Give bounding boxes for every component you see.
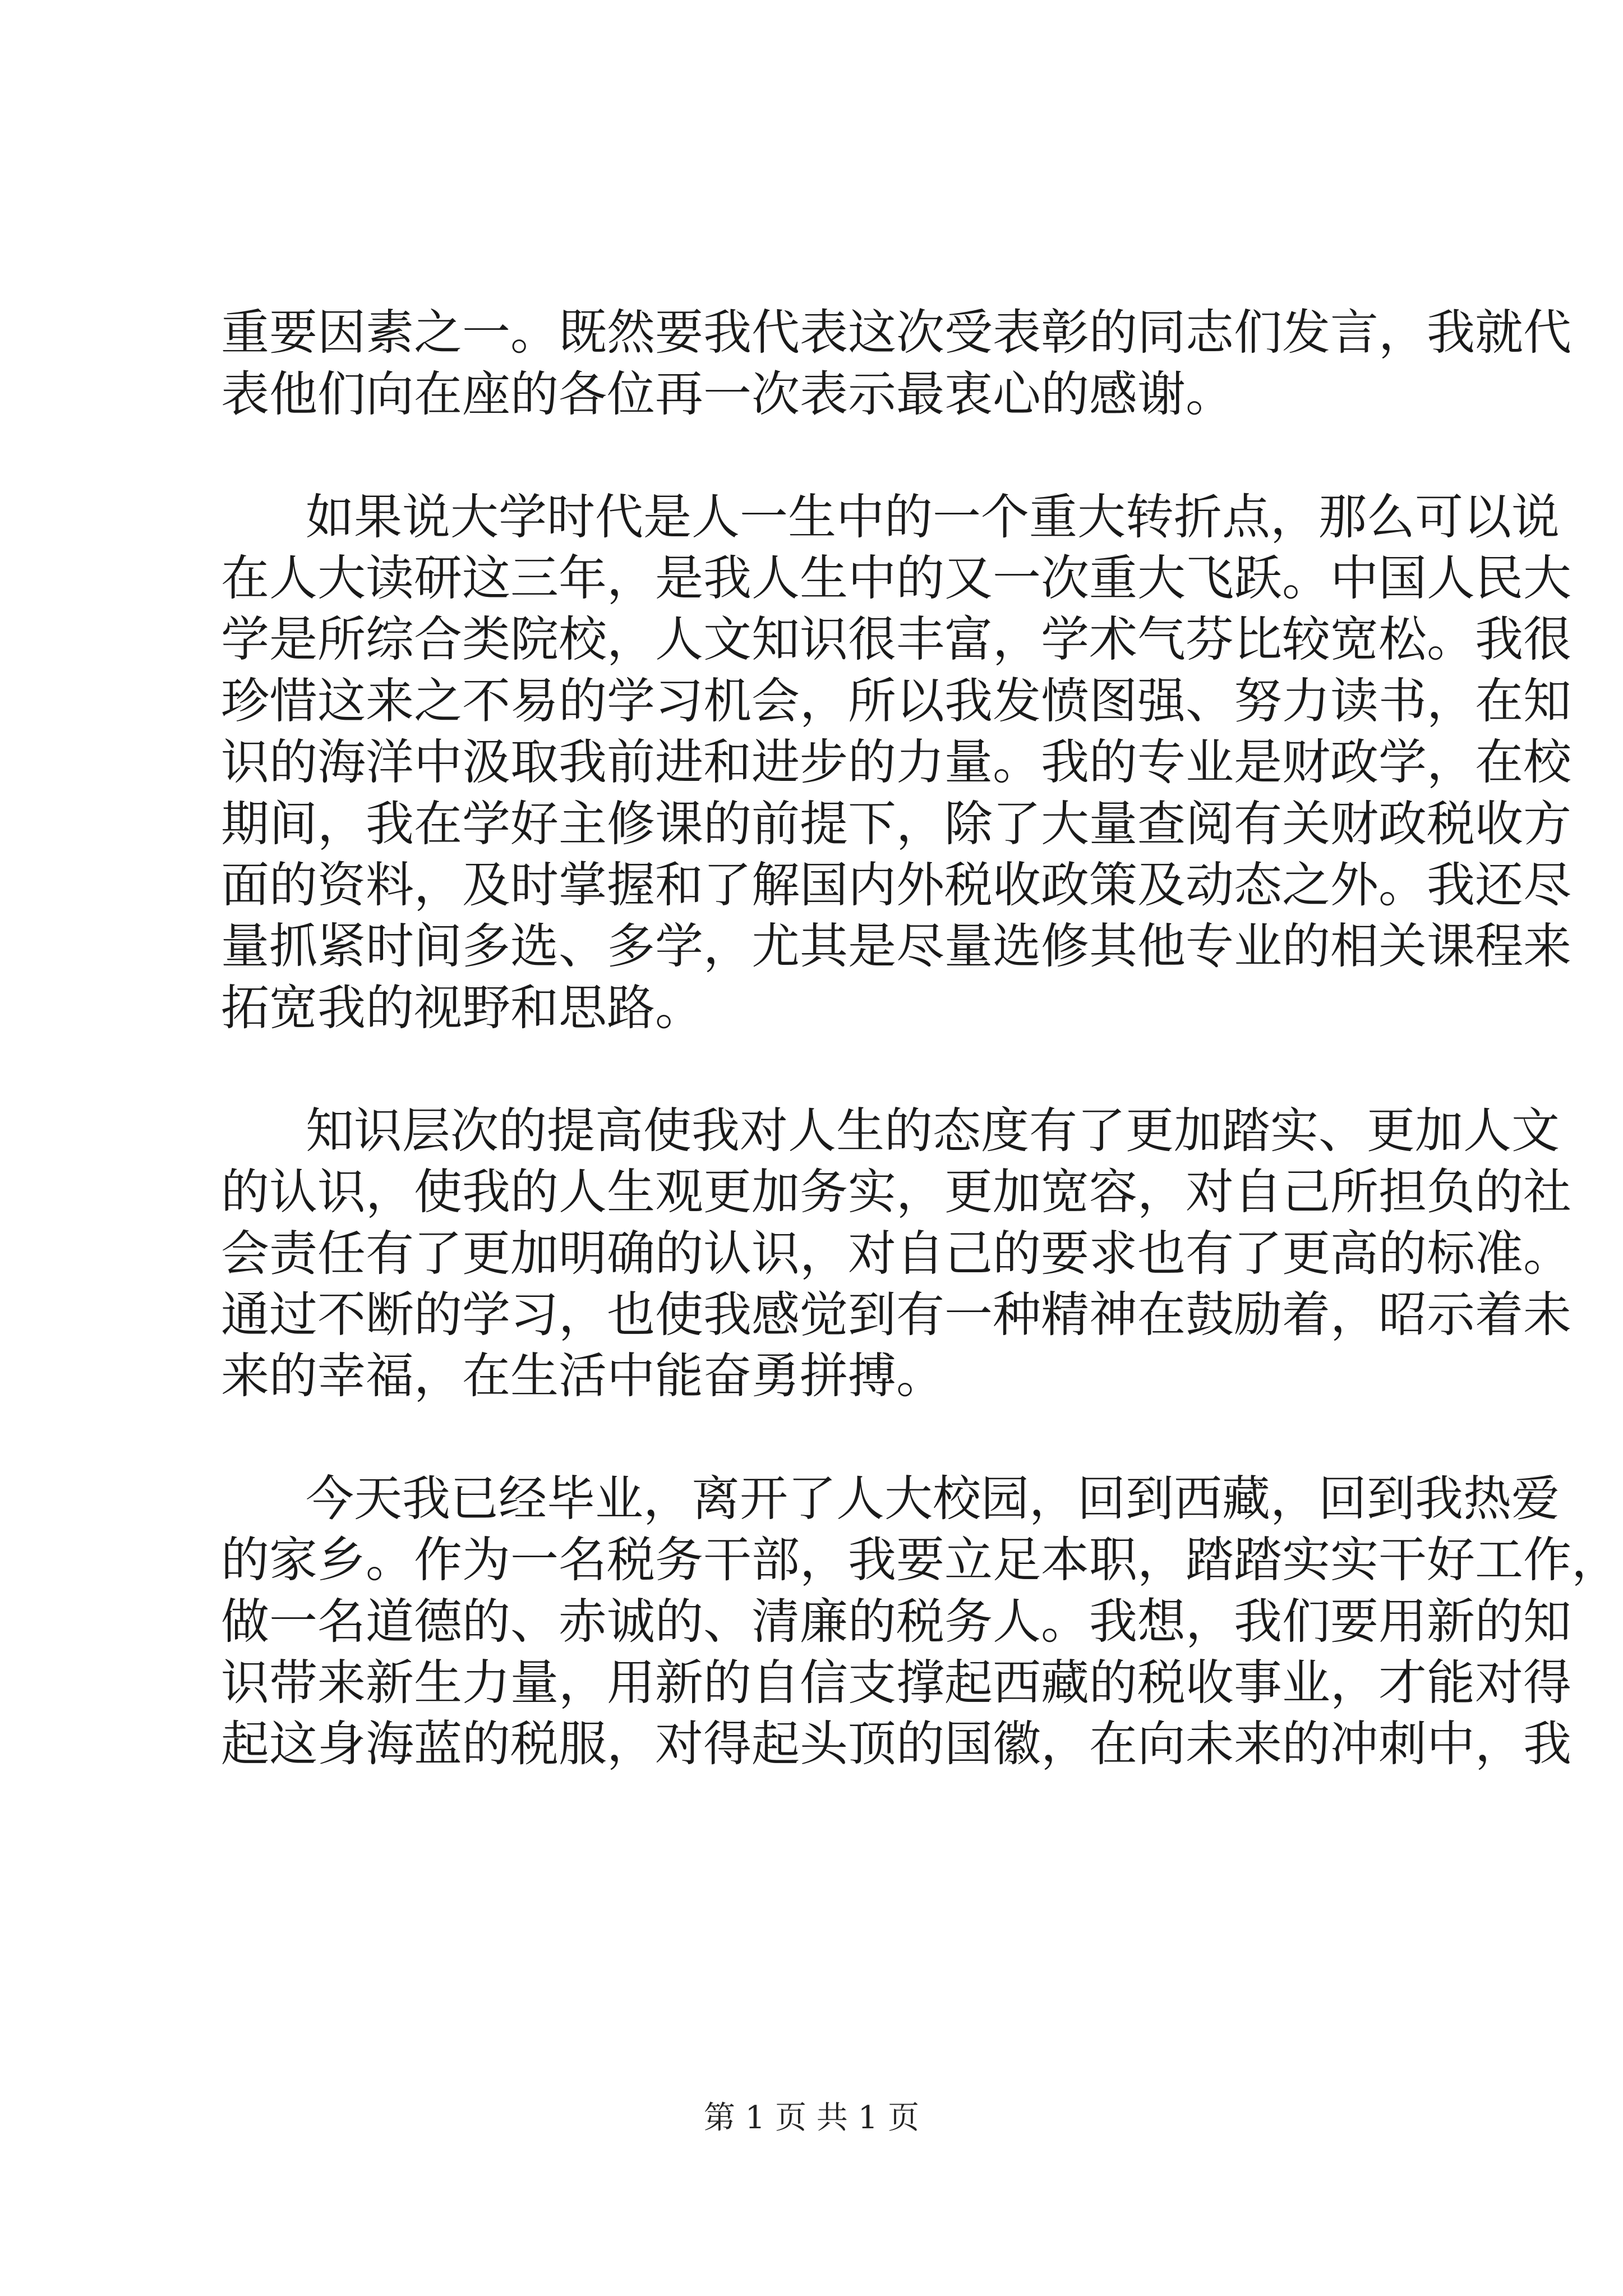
text-line: 学是所综合类院校，人文知识很丰富，学术气芬比较宽松。我很: [221, 611, 1571, 668]
text-line: 的认识，使我的人生观更加务实，更加宽容，对自己所担负的社: [221, 1164, 1571, 1220]
text-line: 珍惜这来之不易的学习机会，所以我发愤图强、努力读书，在知: [221, 673, 1571, 729]
text-line: 如果说大学时代是人一生中的一个重大转折点，那么可以说: [306, 489, 1560, 545]
text-line: 今天我已经毕业，离开了人大校园，回到西藏，回到我热爱: [306, 1471, 1560, 1527]
text-line: 知识层次的提高使我对人生的态度有了更加踏实、更加人文: [306, 1103, 1560, 1159]
text-line: 识的海洋中汲取我前进和进步的力量。我的专业是财政学，在校: [221, 734, 1571, 790]
page-footer: 第 1 页 共 1 页: [703, 2100, 920, 2136]
text-line: 起这身海蓝的税服，对得起头顶的国徽，在向未来的冲刺中，我: [221, 1716, 1571, 1772]
text-line: 做一名道德的、赤诚的、清廉的税务人。我想，我们要用新的知: [221, 1594, 1571, 1650]
text-line: 来的幸福，在生活中能奋勇拼搏。: [221, 1348, 944, 1404]
text-line: 量抓紧时间多选、多学，尤其是尽量选修其他专业的相关课程来: [221, 918, 1571, 974]
text-line: 会责任有了更加明确的认识，对自己的要求也有了更高的标准。: [221, 1226, 1571, 1282]
text-line: 拓宽我的视野和思路。: [221, 980, 703, 1036]
text-line: 表他们向在座的各位再一次表示最衷心的感谢。: [221, 366, 1234, 422]
text-line: 重要因素之一。既然要我代表这次受表彰的同志们发言，我就代: [221, 305, 1571, 361]
text-line: 通过不断的学习，也使我感觉到有一种精神在鼓励着，昭示着未: [221, 1287, 1571, 1343]
text-line: 识带来新生力量，用新的自信支撑起西藏的税收事业，才能对得: [221, 1655, 1571, 1711]
text-line: 在人大读研这三年，是我人生中的又一次重大飞跃。中国人民大: [221, 550, 1571, 606]
text-line: 面的资料，及时掌握和了解国内外税收政策及动态之外。我还尽: [221, 857, 1571, 913]
text-line: 期间，我在学好主修课的前提下，除了大量查阅有关财政税收方: [221, 796, 1571, 852]
text-line: 的家乡。作为一名税务干部，我要立足本职，踏踏实实干好工作，: [221, 1532, 1620, 1588]
